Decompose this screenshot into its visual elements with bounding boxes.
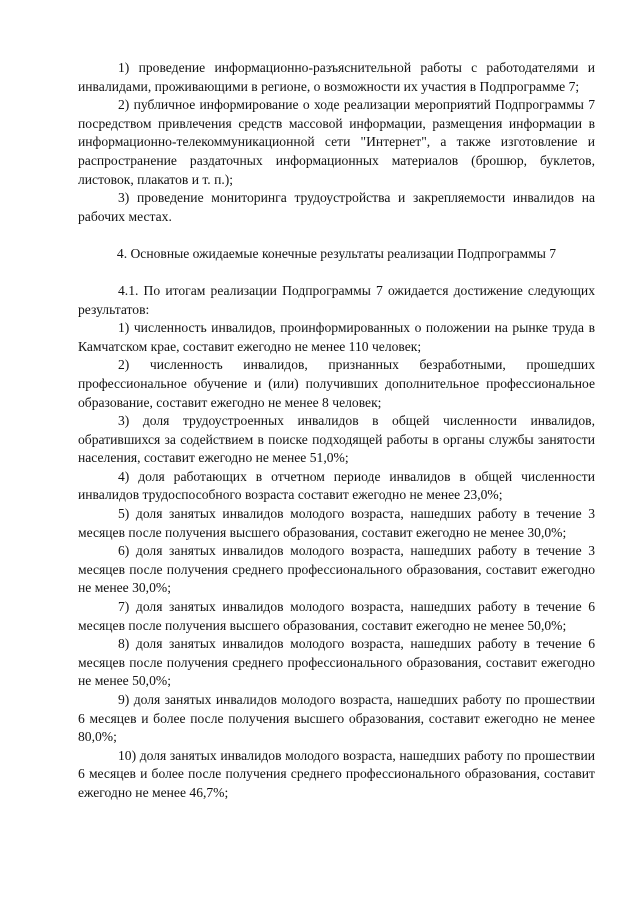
list-item-info-work: 1) проведение информационно-разъяснительной работы с работодателями и инвалидами, проживающими в регионе, о возможности их участия в Подпрограмме 7; <box>78 60 595 94</box>
spacer <box>78 264 595 282</box>
result-item-8: 8) доля занятых инвалидов молодого возраста, нашедших работу в течение 6 месяцев после получения среднего профессионального образования, составит ежегодно не менее 50,0%; <box>78 636 595 689</box>
result-item-5: 5) доля занятых инвалидов молодого возраста, нашедших работу в течение 3 месяцев после получения высшего образования, составит ежегодно не менее 30,0%; <box>78 506 595 540</box>
result-item-1: 1) численность инвалидов, проинформированных о положении на рынке труда в Камчатском крае, составит ежегодно не менее 110 человек; <box>78 320 595 354</box>
result-item-6: 6) доля занятых инвалидов молодого возраста, нашедших работу в течение 3 месяцев после получения среднего профессионального образования, составит ежегодно не менее 30,0%; <box>78 543 595 596</box>
result-item-3: 3) доля трудоустроенных инвалидов в общей численности инвалидов, обратившихся за содействием в поиске подходящей работы в органы службы занятости населения, составит ежегодно не менее 51,0%; <box>78 413 595 466</box>
result-item-7: 7) доля занятых инвалидов молодого возраста, нашедших работу в течение 6 месяцев после получения высшего образования, составит ежегодно не менее 50,0%; <box>78 599 595 633</box>
section-intro: 4.1. По итогам реализации Подпрограммы 7 ожидается достижение следующих результатов: <box>78 282 595 317</box>
section-heading: 4. Основные ожидаемые конечные результаты реализации Подпрограммы 7 <box>116 246 557 262</box>
result-item-2: 2) численность инвалидов, признанных безработными, прошедших профессиональное обучение и (или) получивших дополнительное профессиональное образование, составит ежегодно не менее 8 человек; <box>78 357 595 410</box>
result-item-9: 9) доля занятых инвалидов молодого возраста, нашедших работу по прошествии 6 месяцев и более после получения высшего образования, составит ежегодно не менее 80,0%; <box>78 692 595 745</box>
spacer <box>78 226 595 245</box>
result-item-4: 4) доля работающих в отчетном периоде инвалидов в общей численности инвалидов трудоспособного возраста составит ежегодно не менее 23,0%; <box>78 468 595 503</box>
result-item-10: 10) доля занятых инвалидов молодого возраста, нашедших работу по прошествии 6 месяцев и более после получения среднего профессионального образования, составит ежегодно не менее 46,7%; <box>78 747 595 800</box>
list-item-public-informing: 2) публичное информирование о ходе реализации мероприятий Подпрограммы 7 посредством привлечения средств массовой информации, размещения информации в информационно-телекоммуникационной сети "Интернет", а также изготовление и распространение раздаточных информационных материалов (брошюр, буклетов, листовок, плакатов и т. п.); <box>78 97 595 187</box>
document-body <box>78 59 595 803</box>
list-item-monitoring: 3) проведение мониторинга трудоустройства и закрепляемости инвалидов на рабочих местах. <box>78 190 595 224</box>
